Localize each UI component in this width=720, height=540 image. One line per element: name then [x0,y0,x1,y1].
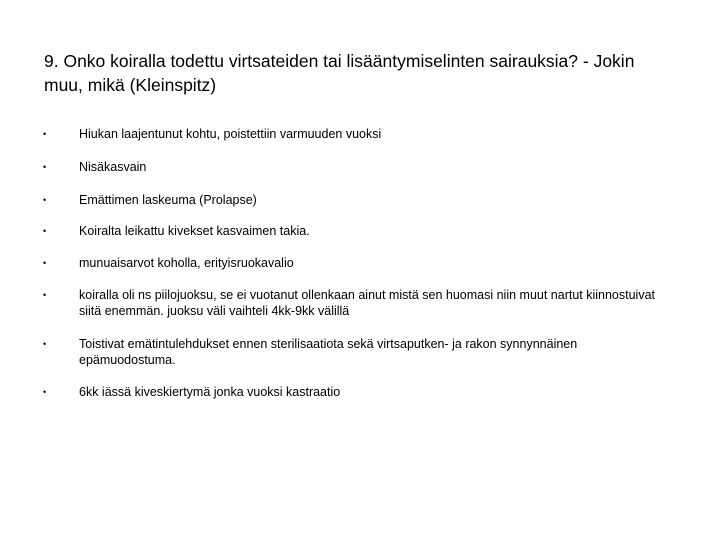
list-item-text: koiralla oli ns piilojuoksu, se ei vuotanut ollenkaan ainut mistä sen huomasi niin muut nartut kiinnostuivat siitä enemmän. juoksu väli vaihteli 4kk-9kk välillä [79,288,656,318]
bullet-icon: • [43,258,47,268]
list-item-text: Emättimen laskeuma (Prolapse) [79,193,257,207]
list-item-text: munuaisarvot koholla, erityisruokavalio [79,256,294,270]
bullet-icon: • [43,387,47,397]
bullet-icon: • [43,129,47,139]
bullet-icon: • [43,290,47,300]
bullet-icon: • [43,162,47,172]
bullet-icon: • [43,226,47,236]
bullet-icon: • [43,339,47,349]
bullet-icon: • [43,195,47,205]
list-item-text: Koiralta leikattu kivekset kasvaimen takia. [79,224,310,238]
list-item-text: Toistivat emätintulehdukset ennen sterilisaatiota sekä virtsaputken- ja rakon synnynnäinen epämuodostuma. [79,337,578,367]
list-item-text: 6kk iässä kiveskiertymä jonka vuoksi kastraatio [79,385,341,399]
list-item-text: Hiukan laajentunut kohtu, poistettiin varmuuden vuoksi [79,127,382,141]
slide-title: 9. Onko koiralla todettu virtsateiden tai lisääntymiselinten sairauksia? - Jokin muu, mikä (Kleinspitz) [44,51,635,95]
list-item-text: Nisäkasvain [79,160,147,174]
